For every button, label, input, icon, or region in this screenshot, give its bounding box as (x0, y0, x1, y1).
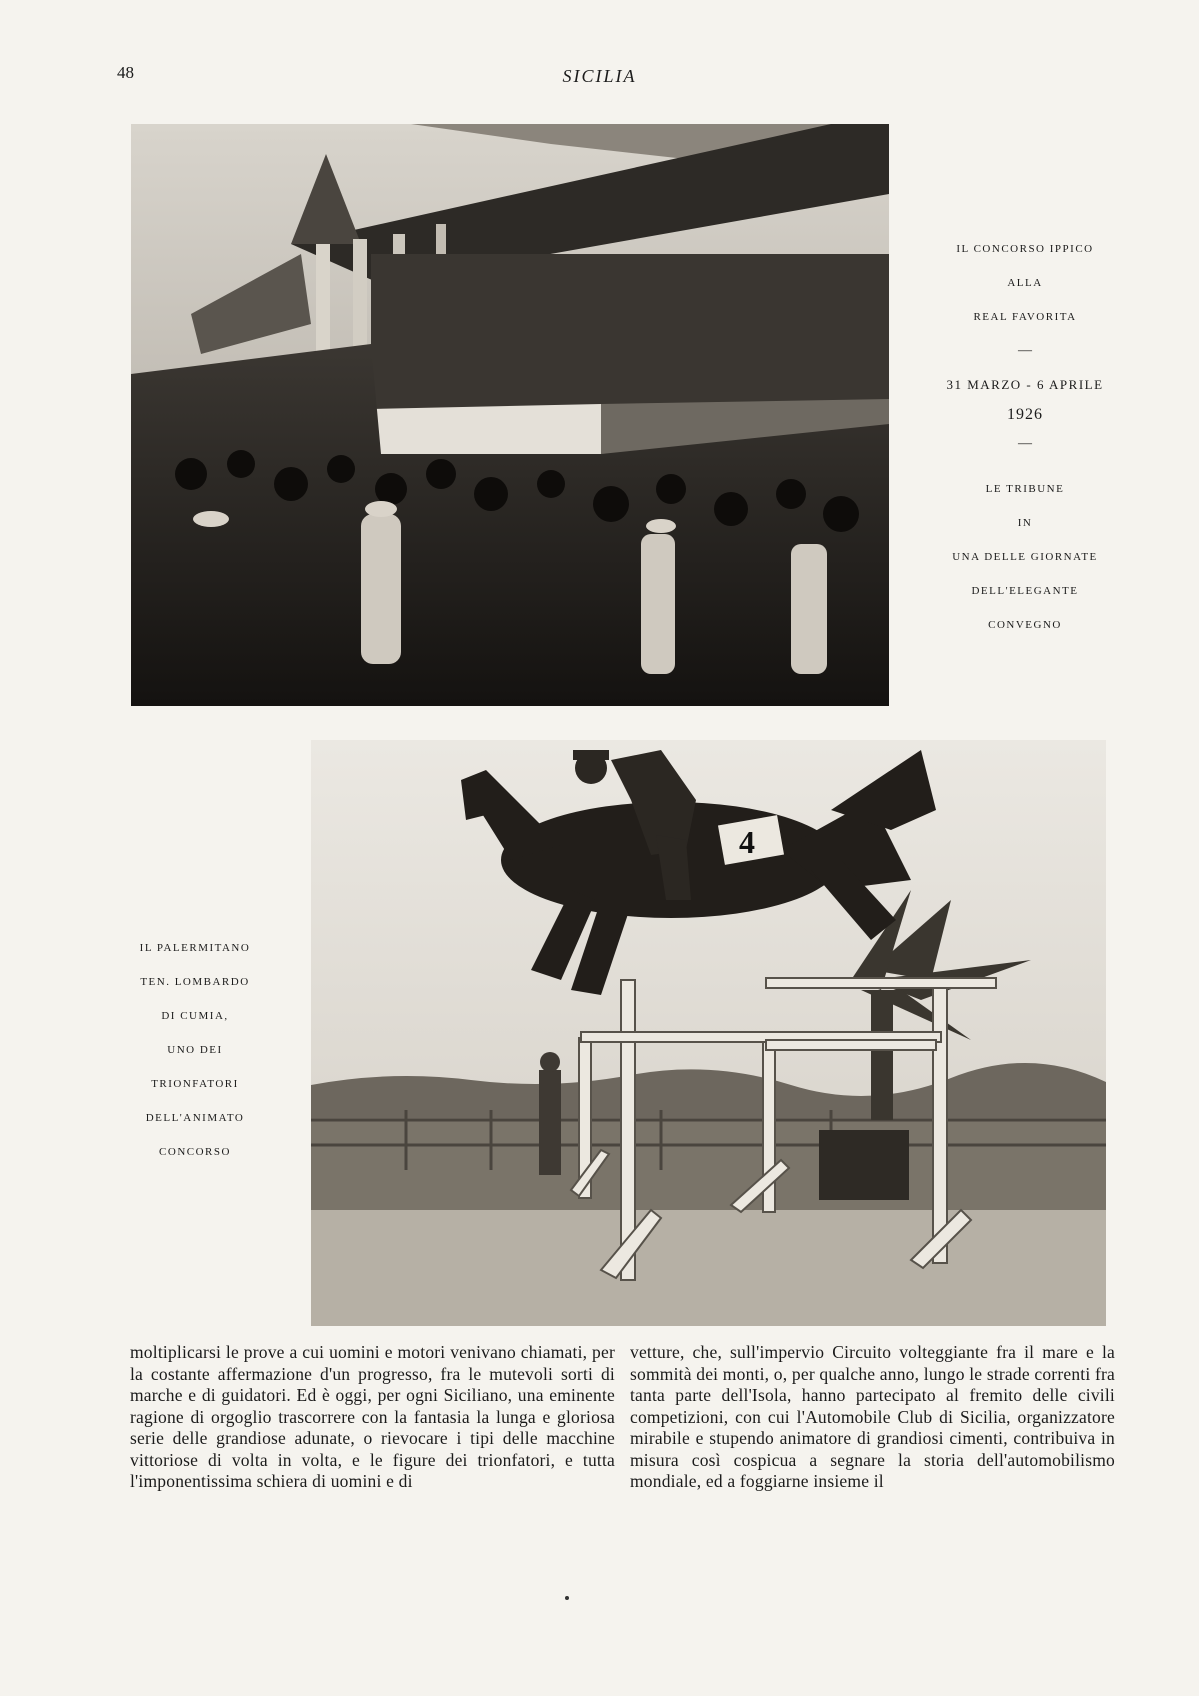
body-paragraph: moltiplicarsi le prove a cui uomini e motori venivano chiamati, per la costante affermazione d'un progresso, fra le mutevoli sorti di marche e di guidatori. Ed è oggi, per ogni Siciliano, una eminente ragione di orgoglio trascorrere con la fantasia la lunga e gloriosa serie delle grandiose adunate, o rievocare i tipi delle macchine vittoriose di volta in volta, e le figure dei trionfatori, e tutta l'imponentissima schiera di uomini e di (130, 1342, 615, 1491)
caption-line: 31 MARZO - 6 APRILE (946, 377, 1104, 392)
horse-photo-caption (105, 943, 285, 1163)
caption-divider: — (1018, 343, 1032, 358)
body-text-right-column (630, 1342, 1115, 1493)
body-text-left-column (130, 1342, 615, 1493)
caption-line: IL CONCORSO IPPICO (956, 243, 1094, 255)
caption-line: DELL'ELEGANTE (971, 585, 1079, 597)
tribune-crowd-photo (131, 124, 889, 706)
saddle-number: 4 (739, 824, 755, 860)
page-number: 48 (117, 63, 134, 82)
caption-line: LE TRIBUNE (985, 483, 1065, 495)
body-paragraph: vetture, che, sull'impervio Circuito volteggiante fra il mare e la sommità dei monti, o, per qualche anno, lungo le strade correnti fra tanta parte dell'Isola, hanno partecipato al fremito delle civili competizioni, con cui l'Automobile Club di Sicilia, organizzatore mirabile e stupendo animatore di grandiosi cimenti, contribuiva in misura così cospicua a segnare la storia dell'automobilismo mondiale, ed a foggiarne insieme il (630, 1342, 1115, 1491)
running-title: SICILIA (562, 66, 637, 86)
caption-line: DI CUMIA, (161, 1010, 229, 1022)
tribune-photo-caption (915, 244, 1135, 634)
caption-line: DELL'ANIMATO (145, 1112, 245, 1124)
caption-line: 1926 (1007, 406, 1043, 423)
caption-divider: — (1018, 436, 1032, 451)
horse-jump-photo (311, 740, 1106, 1326)
caption-line: CONVEGNO (988, 619, 1062, 631)
caption-line: REAL FAVORITA (973, 311, 1077, 323)
caption-line: UNA DELLE GIORNATE (952, 551, 1098, 563)
caption-line: IN (1017, 517, 1033, 529)
caption-line: TRIONFATORI (151, 1078, 239, 1090)
caption-line: UNO DEI (167, 1044, 223, 1056)
caption-line: TEN. LOMBARDO (140, 976, 250, 988)
page-mark (565, 1596, 569, 1600)
caption-line: ALLA (1007, 277, 1043, 289)
caption-line: CONCORSO (159, 1146, 231, 1158)
caption-line: IL PALERMITANO (139, 942, 251, 954)
